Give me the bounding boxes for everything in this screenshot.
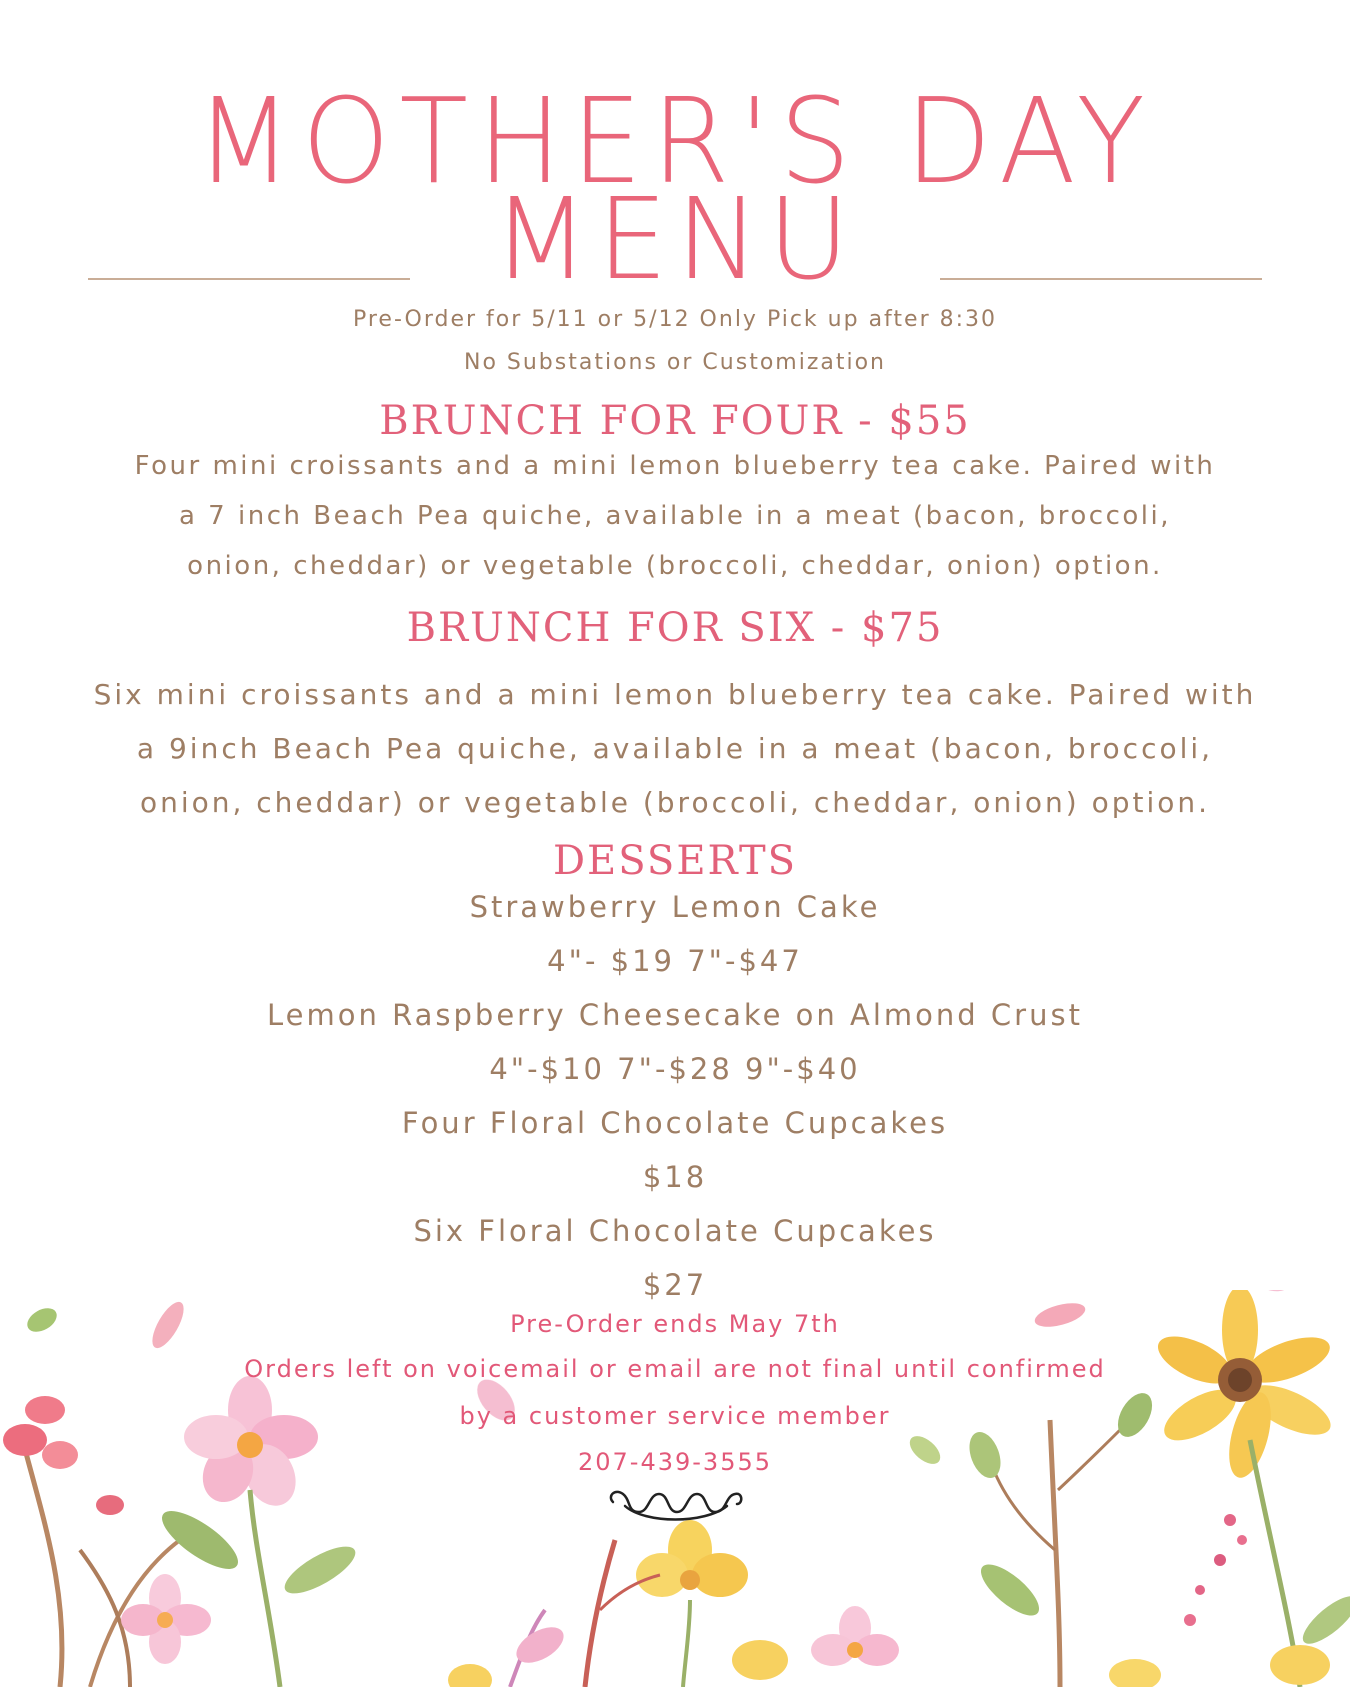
preorder-dates: Pre-Order for 5/11 or 5/12 Only Pick up after 8:30	[352, 307, 998, 332]
brunch-four-description-line: a 7 inch Beach Pea quiche, available in a meat (bacon, broccoli,	[178, 501, 1172, 531]
dessert-item-name: Lemon Raspberry Cheesecake on Almond Crust	[267, 998, 1083, 1032]
brunch-six-description-line: a 9inch Beach Pea quiche, available in a meat (bacon, broccoli,	[136, 732, 1214, 765]
brunch-four-description-line: onion, cheddar) or vegetable (broccoli, cheddar, onion) option.	[187, 551, 1163, 581]
menu-title-line-1: MOTHER'S DAY	[195, 72, 1155, 210]
brunch-six-description-line: Six mini croissants and a mini lemon blueberry tea cake. Paired with	[93, 678, 1257, 711]
no-substitutions-note: No Substations or Customization	[463, 350, 886, 375]
dessert-item-name: Four Floral Chocolate Cupcakes	[401, 1106, 949, 1140]
dessert-item-name: Six Floral Chocolate Cupcakes	[413, 1214, 937, 1248]
dessert-item-price: $18	[642, 1160, 708, 1194]
dessert-item-price: $27	[642, 1268, 708, 1302]
phone-number: 207-439-3555	[577, 1448, 772, 1476]
divider-right	[940, 278, 1262, 280]
flourish-logo-icon	[605, 1478, 745, 1528]
dessert-item-price: 4"-$10 7"-$28 9"-$40	[489, 1052, 861, 1086]
voicemail-notice-line: Orders left on voicemail or email are not final until confirmed	[244, 1355, 1106, 1383]
brunch-six-description-line: onion, cheddar) or vegetable (broccoli, cheddar, onion) option.	[139, 786, 1211, 819]
desserts-heading: DESSERTS	[552, 838, 798, 884]
menu-title-line-2: MENU	[492, 175, 858, 305]
brunch-for-six-heading: BRUNCH FOR SIX - $75	[406, 605, 944, 651]
voicemail-notice-line: by a customer service member	[459, 1402, 891, 1430]
dessert-item-name: Strawberry Lemon Cake	[469, 890, 881, 924]
preorder-deadline: Pre-Order ends May 7th	[510, 1310, 840, 1338]
dessert-item-price: 4"- $19 7"-$47	[547, 944, 803, 978]
brunch-for-four-heading: BRUNCH FOR FOUR - $55	[379, 398, 971, 444]
brunch-four-description-line: Four mini croissants and a mini lemon blueberry tea cake. Paired with	[134, 451, 1216, 481]
